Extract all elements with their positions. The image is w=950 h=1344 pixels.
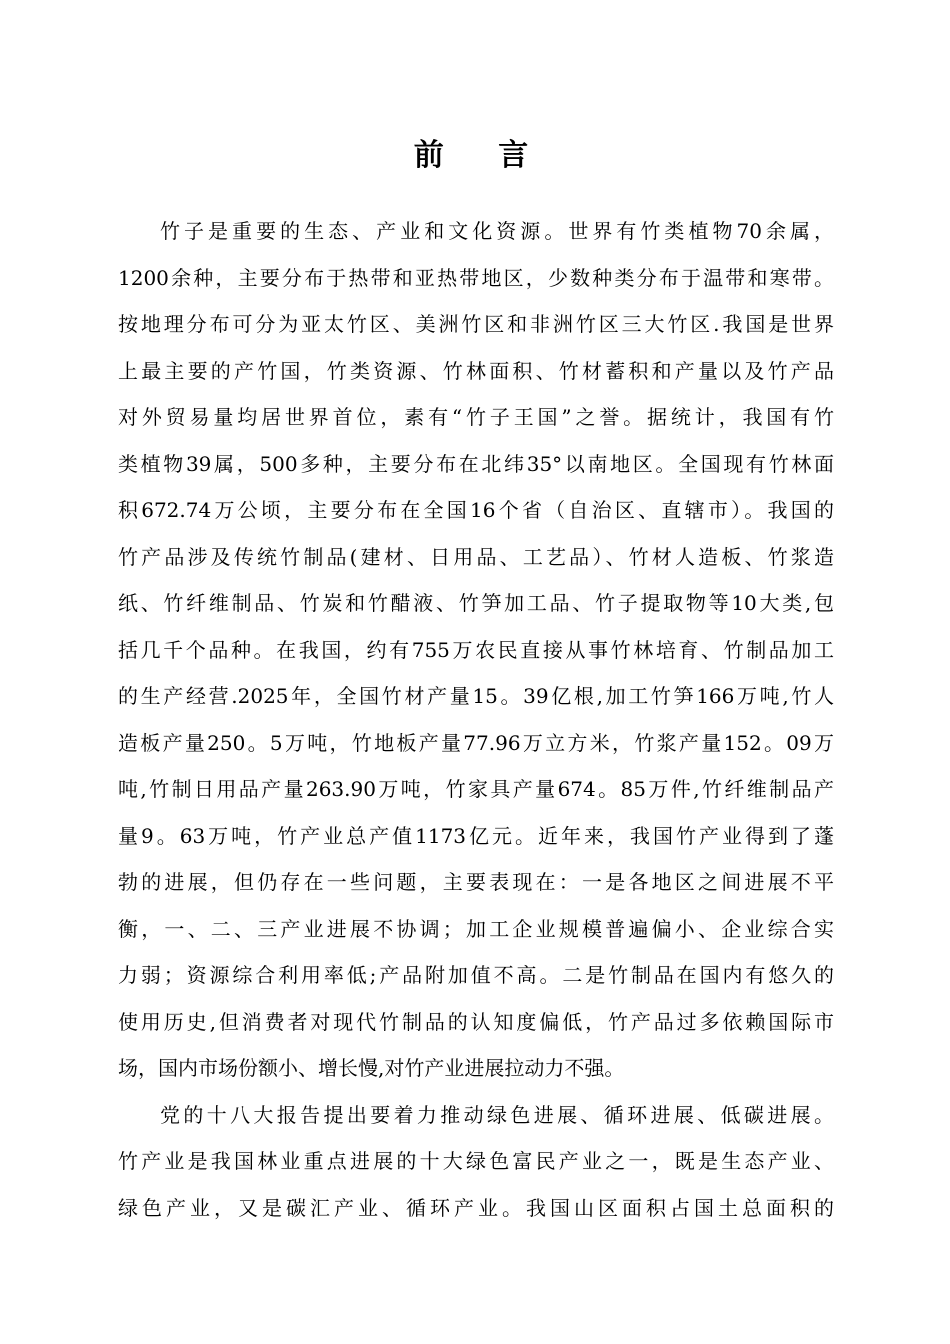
- text-line: 吨,竹制日用品产量263.90万吨，竹家具产量674。85万件,竹纤维制品产: [118, 777, 834, 801]
- body-text: [118, 208, 834, 1231]
- text-line: 绿色产业，又是碳汇产业、循环产业。我国山区面积占国土总面积的: [118, 1195, 834, 1220]
- text-line: 按地理分布可分为亚太竹区、美洲竹区和非洲竹区三大竹区.我国是世界: [118, 312, 834, 336]
- text-line: 积672.74万公顷，主要分布在全国16个省（自治区、直辖市）。我国的: [118, 498, 834, 522]
- text-line: 上最主要的产竹国，竹类资源、竹林面积、竹材蓄积和产量以及竹产品: [118, 358, 834, 383]
- text-line: 造板产量250。5万吨，竹地板产量77.96万立方米，竹浆产量152。09万: [118, 730, 834, 755]
- text-line: 竹子是重要的生态、产业和文化资源。世界有竹类植物70余属，: [160, 219, 834, 243]
- text-line: 力弱；资源综合利用率低;产品附加值不高。二是竹制品在国内有悠久的: [118, 963, 834, 987]
- text-line: 对外贸易量均居世界首位，素有“竹子王国”之誉。据统计，我国有竹: [118, 405, 834, 429]
- text-line: 党的十八大报告提出要着力推动绿色进展、循环进展、低碳进展。: [160, 1102, 834, 1127]
- text-line: 类植物39属，500多种，主要分布在北纬35°以南地区。全国现有竹林面: [118, 451, 834, 476]
- text-line: 使用历史,但消费者对现代竹制品的认知度偏低，竹产品过多依赖国际市: [118, 1009, 834, 1034]
- text-line: 纸、竹纤维制品、竹炭和竹醋液、竹笋加工品、竹子提取物等10大类,包: [118, 591, 834, 615]
- text-line: 括几千个品种。在我国，约有755万农民直接从事竹林培育、竹制品加工: [118, 637, 834, 662]
- text-line: 竹产品涉及传统竹制品(建材、日用品、工艺品）、竹材人造板、竹浆造: [118, 544, 834, 569]
- text-line: 衡，一、二、三产业进展不协调；加工企业规模普遍偏小、企业综合实: [118, 916, 834, 941]
- text-line: 竹产业是我国林业重点进展的十大绿色富民产业之一，既是生态产业、: [118, 1149, 834, 1173]
- text-line: 量9。63万吨，竹产业总产值1173亿元。近年来，我国竹产业得到了蓬: [118, 823, 834, 848]
- text-line: 场，国内市场份额小、增长慢,对竹产业进展拉动力不强。: [118, 1056, 625, 1080]
- text-line: 的生产经营.2025年，全国竹材产量15。39亿根,加工竹笋166万吨,竹人: [118, 684, 834, 708]
- text-line: 1200余种，主要分布于热带和亚热带地区，少数种类分布于温带和寒带。: [118, 265, 834, 290]
- page-title: 前 言: [413, 138, 551, 173]
- text-line: 勃的进展，但仍存在一些问题，主要表现在：一是各地区之间进展不平: [118, 870, 834, 894]
